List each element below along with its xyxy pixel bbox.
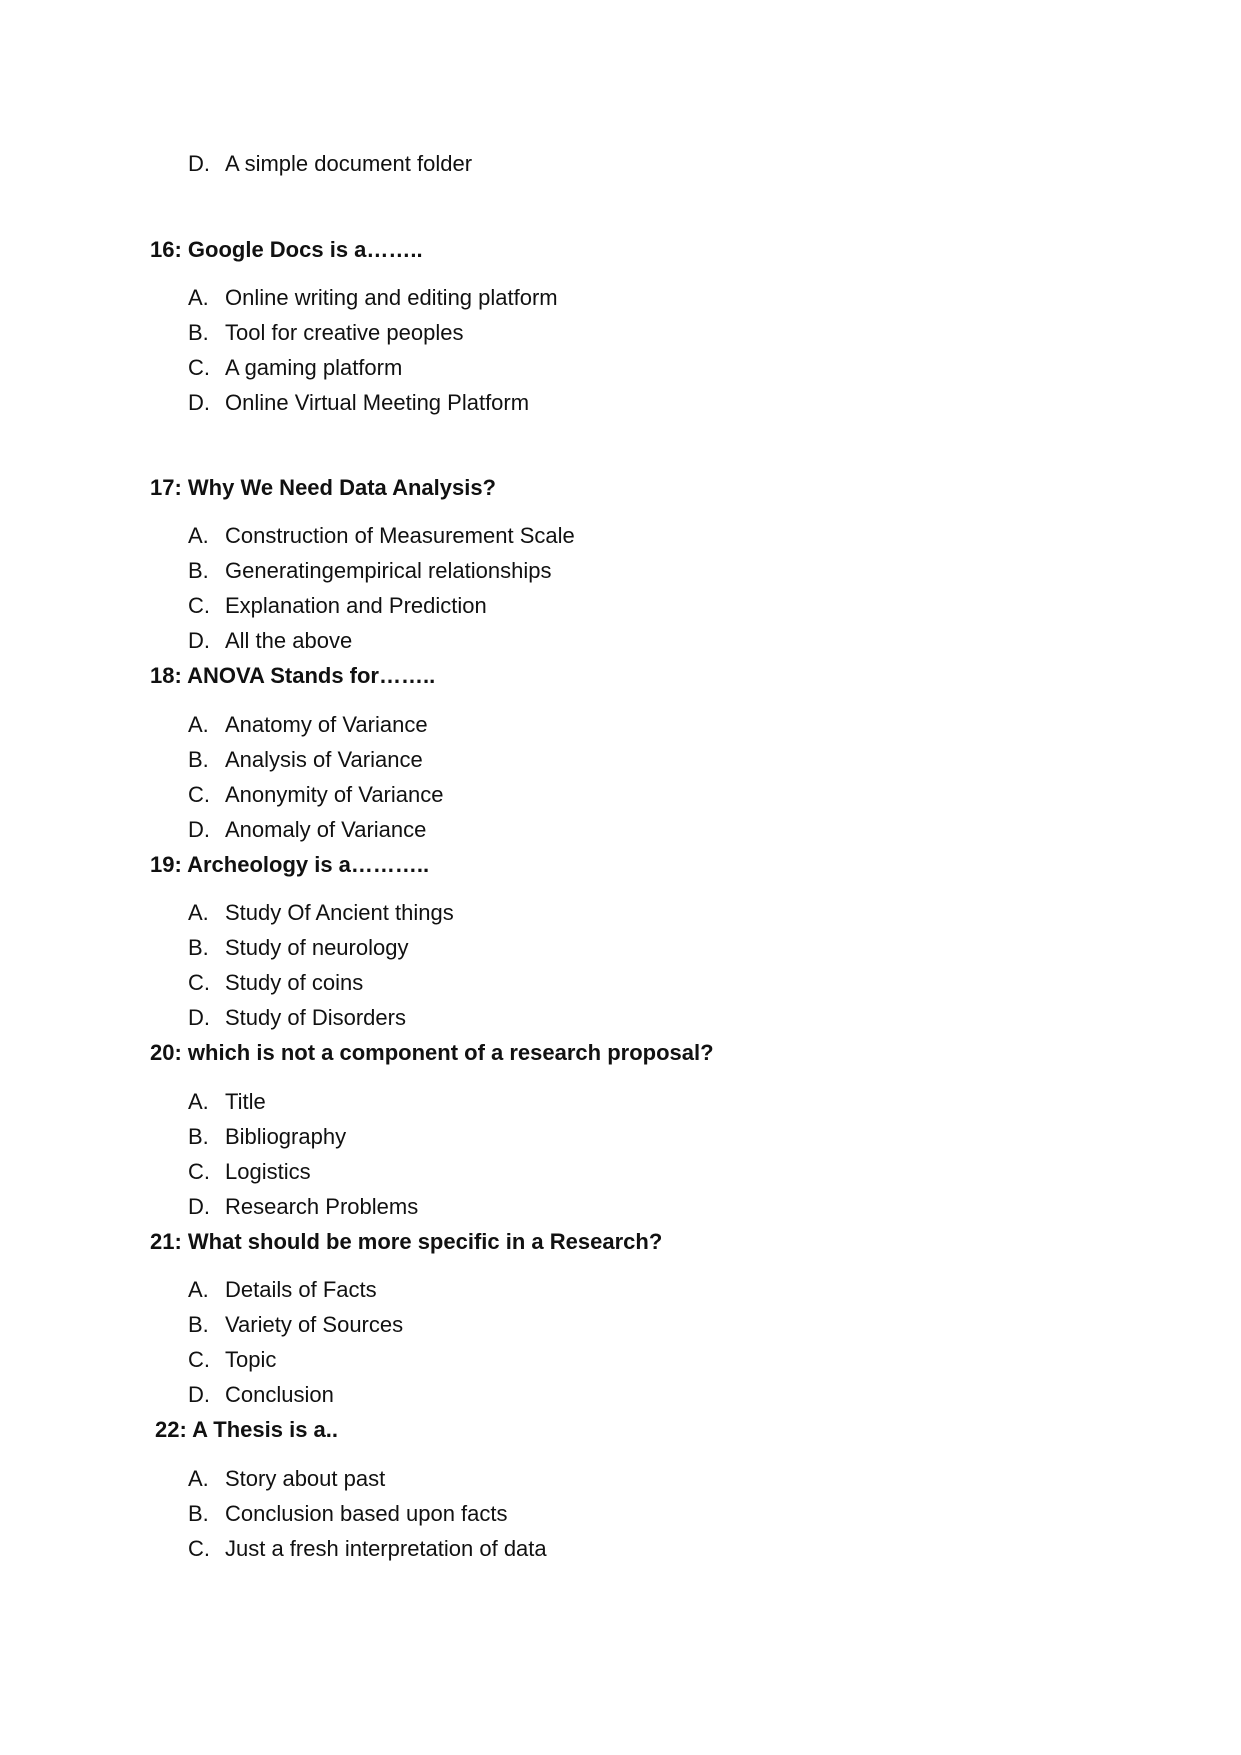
option-letter: C. xyxy=(188,782,210,807)
option-text: Study of Disorders xyxy=(225,1005,406,1030)
question-17-option-c xyxy=(188,592,487,620)
option-letter: D. xyxy=(188,1005,210,1030)
option-text: Bibliography xyxy=(225,1124,347,1149)
option-letter: B. xyxy=(188,558,209,583)
question-17-option-d xyxy=(188,627,352,655)
option-letter: C. xyxy=(188,593,210,618)
option-text: Study of neurology xyxy=(225,935,409,960)
option-text: Just a fresh interpretation of data xyxy=(225,1536,547,1561)
option-letter: D. xyxy=(188,151,210,176)
question-18-option-d xyxy=(188,816,426,844)
question-20-option-a xyxy=(188,1088,266,1116)
question-17-option-b xyxy=(188,557,552,585)
question-16-option-d xyxy=(188,389,529,417)
option-letter: D. xyxy=(188,390,210,415)
option-letter: C. xyxy=(188,970,210,995)
option-letter: A. xyxy=(188,1089,209,1114)
question-16-title: 16: Google Docs is a…….. xyxy=(150,237,423,262)
question-22-title: 22: A Thesis is a.. xyxy=(155,1417,339,1442)
continuation-option xyxy=(188,150,472,178)
option-letter: D. xyxy=(188,817,210,842)
question-18-option-a xyxy=(188,711,428,739)
option-text: Explanation and Prediction xyxy=(225,593,487,618)
question-21-title: 21: What should be more specific in a Research? xyxy=(150,1229,663,1254)
option-text: Story about past xyxy=(225,1466,386,1491)
question-18-option-b xyxy=(188,746,423,774)
question-19-option-a xyxy=(188,899,454,927)
question-21-option-a xyxy=(188,1276,377,1304)
option-letter: B. xyxy=(188,320,209,345)
question-21-option-c xyxy=(188,1346,276,1374)
option-letter: B. xyxy=(188,1501,209,1526)
option-text: A simple document folder xyxy=(225,151,473,176)
option-letter: A. xyxy=(188,523,209,548)
option-letter: A. xyxy=(188,900,209,925)
question-17-option-a xyxy=(188,522,575,550)
option-letter: A. xyxy=(188,1466,209,1491)
question-18-title: 18: ANOVA Stands for…….. xyxy=(150,663,436,688)
option-text: Construction of Measurement Scale xyxy=(225,523,575,548)
question-21-option-b xyxy=(188,1311,403,1339)
option-letter: D. xyxy=(188,628,210,653)
question-19-title: 19: Archeology is a……….. xyxy=(150,852,430,877)
option-text: Tool for creative peoples xyxy=(225,320,464,345)
question-19-option-c xyxy=(188,969,363,997)
question-20-option-b xyxy=(188,1123,346,1151)
option-text: Generatingempirical relationships xyxy=(225,558,552,583)
question-19-option-d xyxy=(188,1004,406,1032)
question-16-option-b xyxy=(188,319,463,347)
option-letter: B. xyxy=(188,747,209,772)
option-text: Anatomy of Variance xyxy=(225,712,428,737)
option-letter: A. xyxy=(188,712,209,737)
option-text: Title xyxy=(225,1089,266,1114)
question-21-option-d xyxy=(188,1381,334,1409)
question-18-option-c xyxy=(188,781,443,809)
option-letter: C. xyxy=(188,355,210,380)
option-letter: B. xyxy=(188,1124,209,1149)
option-text: Conclusion based upon facts xyxy=(225,1501,508,1526)
question-22-option-b xyxy=(188,1500,508,1528)
option-text: Topic xyxy=(225,1347,277,1372)
option-text: Logistics xyxy=(225,1159,311,1184)
option-text: A gaming platform xyxy=(225,355,403,380)
option-text: Conclusion xyxy=(225,1382,334,1407)
option-letter: C. xyxy=(188,1159,210,1184)
option-text: Study of coins xyxy=(225,970,364,995)
option-text: Variety of Sources xyxy=(225,1312,404,1337)
option-text: Analysis of Variance xyxy=(225,747,423,772)
option-letter: C. xyxy=(188,1536,210,1561)
option-text: Anonymity of Variance xyxy=(225,782,444,807)
question-22-option-a xyxy=(188,1465,385,1493)
question-19-option-b xyxy=(188,934,408,962)
option-text: All the above xyxy=(225,628,353,653)
question-22-option-c xyxy=(188,1535,547,1563)
option-letter: B. xyxy=(188,1312,209,1337)
option-text: Anomaly of Variance xyxy=(225,817,427,842)
question-16-option-c xyxy=(188,354,402,382)
option-text: Online writing and editing platform xyxy=(225,285,558,310)
option-text: Online Virtual Meeting Platform xyxy=(225,390,530,415)
question-20-option-d xyxy=(188,1193,418,1221)
option-letter: C. xyxy=(188,1347,210,1372)
option-letter: A. xyxy=(188,1277,209,1302)
question-20-option-c xyxy=(188,1158,311,1186)
option-text: Details of Facts xyxy=(225,1277,377,1302)
option-text: Study Of Ancient things xyxy=(225,900,454,925)
option-text: Research Problems xyxy=(225,1194,419,1219)
option-letter: B. xyxy=(188,935,209,960)
question-20-title: 20: which is not a component of a research proposal? xyxy=(150,1040,714,1065)
option-letter: D. xyxy=(188,1194,210,1219)
question-17-title: 17: Why We Need Data Analysis? xyxy=(150,475,496,500)
option-letter: A. xyxy=(188,285,209,310)
question-16-option-a xyxy=(188,284,558,312)
option-letter: D. xyxy=(188,1382,210,1407)
